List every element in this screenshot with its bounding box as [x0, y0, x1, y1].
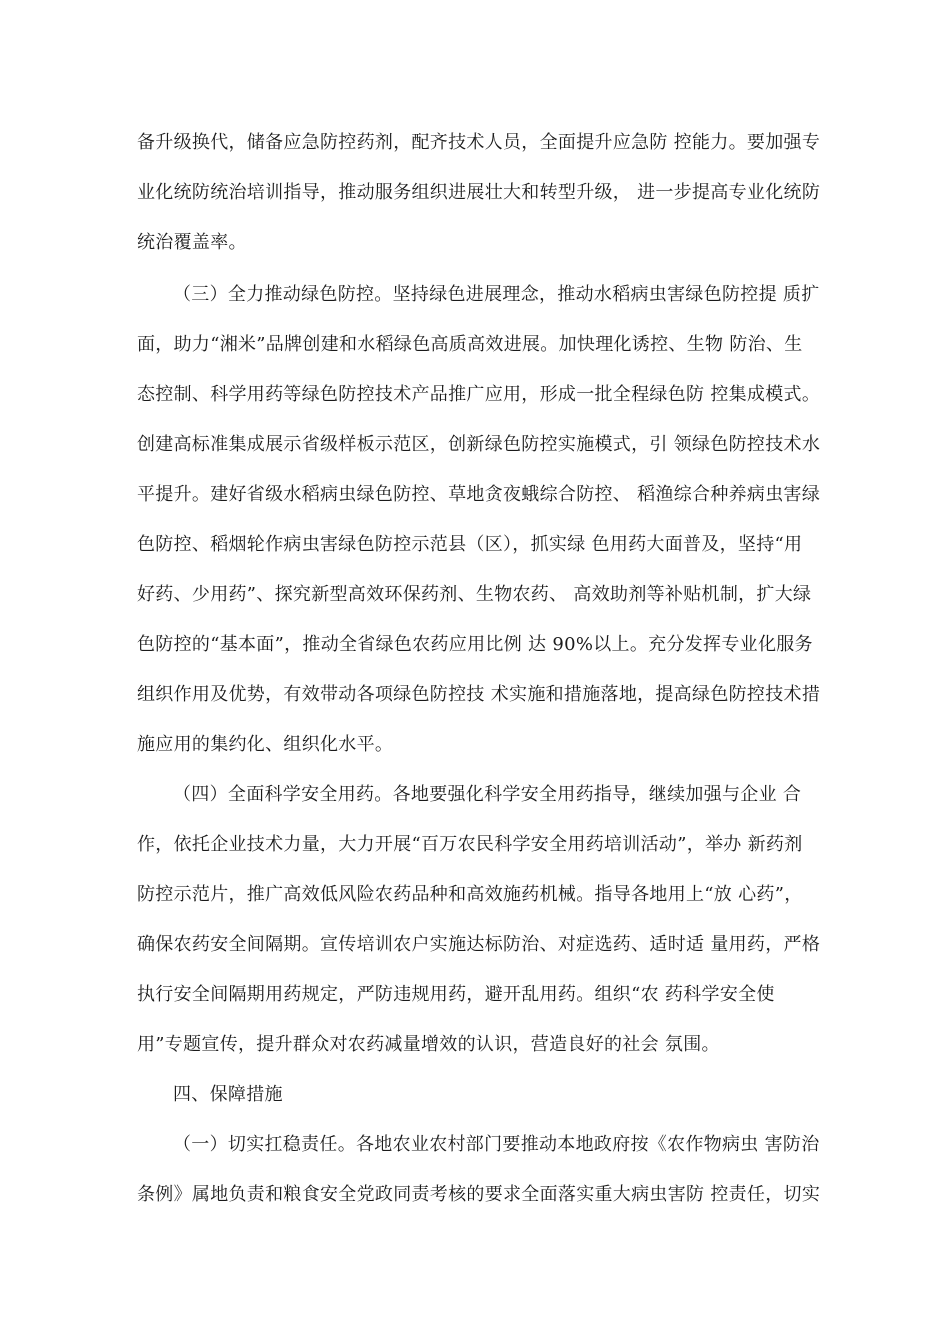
text-line: 统治覆盖率。: [137, 232, 247, 253]
text-line: 色防控、稻烟轮作病虫害绿色防控示范县（区），抓实绿 色用药大面普及，坚持“用: [137, 534, 803, 555]
text-line: 好药、少用药”、探究新型高效环保药剂、生物农药、 高效助剂等补贴机制，扩大绿: [137, 584, 812, 605]
text-line: 确保农药安全间隔期。宣传培训农户实施达标防治、对症选药、适时适 量用药，严格: [137, 934, 821, 955]
paragraph-heading-line: （四）全面科学安全用药。各地要强化科学安全用药指导，继续加强与企业 合: [173, 784, 802, 805]
text-line: 防控示范片，推广高效低风险农药品种和高效施药机械。指导各地用上“放 心药”，: [137, 884, 803, 905]
text-line: 业化统防统治培训指导，推动服务组织进展壮大和转型升级， 进一步提高专业化统防: [137, 182, 821, 203]
text-line: 组织作用及优势，有效带动各项绿色防控技 术实施和措施落地，提高绿色防控技术措: [137, 684, 821, 705]
text-line: 用”专题宣传，提升群众对农药减量增效的认识，营造良好的社会 氛围。: [137, 1034, 720, 1055]
paragraph-heading-line: （三）全力推动绿色防控。坚持绿色进展理念，推动水稻病虫害绿色防控提 质扩: [173, 284, 820, 305]
paragraph-heading-line: （一）切实扛稳责任。各地农业农村部门要推动本地政府按《农作物病虫 害防治: [173, 1134, 820, 1155]
text-line: 面，助力“湘米”品牌创建和水稻绿色高质高效进展。加快理化诱控、生物 防治、生: [137, 334, 803, 355]
text-line: 执行安全间隔期用药规定，严防违规用药，避开乱用药。组织“农 药科学安全使: [137, 984, 775, 1005]
text-line: 施应用的集约化、组织化水平。: [137, 734, 394, 755]
text-line: 创建高标准集成展示省级样板示范区，创新绿色防控实施模式，引 领绿色防控技术水: [137, 434, 821, 455]
text-line: 态控制、科学用药等绿色防控技术产品推广应用，形成一批全程绿色防 控集成模式。: [137, 384, 821, 405]
text-line: 条例》属地负责和粮食安全党政同责考核的要求全面落实重大病虫害防 控责任，切实: [137, 1184, 821, 1205]
text-line: 备升级换代，储备应急防控药剂，配齐技术人员，全面提升应急防 控能力。要加强专: [137, 132, 821, 153]
text-line: 平提升。建好省级水稻病虫绿色防控、草地贪夜蛾综合防控、 稻渔综合种养病虫害绿: [137, 484, 821, 505]
section-heading: 四、保障措施: [173, 1084, 283, 1105]
text-line: 作，依托企业技术力量，大力开展“百万农民科学安全用药培训活动”，举办 新药剂: [137, 834, 803, 855]
text-line: 色防控的“基本面”，推动全省绿色农药应用比例 达 90%以上。充分发挥专业化服务: [137, 634, 813, 655]
